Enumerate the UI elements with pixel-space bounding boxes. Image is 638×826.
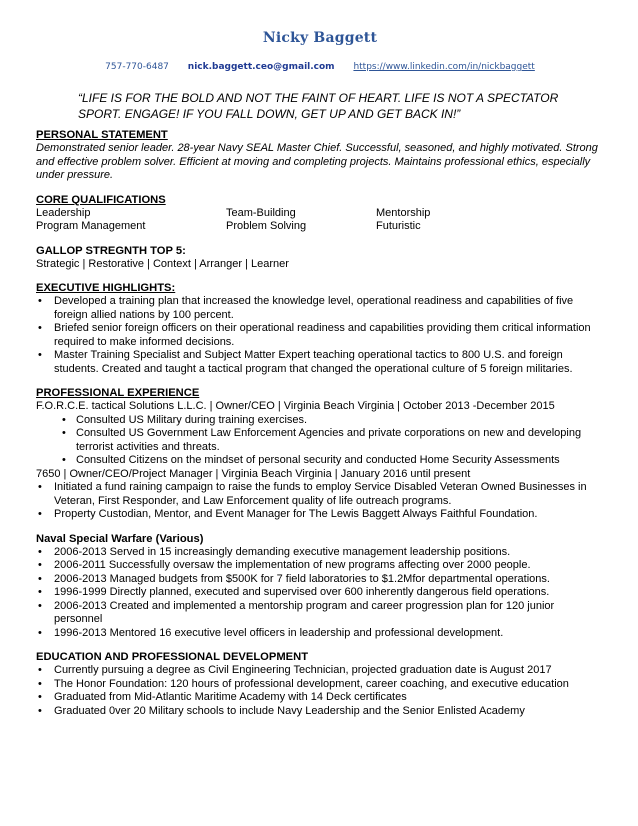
email-link[interactable]: nick.baggett.ceo@gmail.com (187, 62, 335, 72)
qualification-item: Futuristic (376, 220, 421, 232)
list-item: • Graduated from Mid-Atlantic Maritime Academy with 14 Deck certificates (36, 691, 604, 705)
second-duties-list (36, 481, 604, 522)
list-item: • 2006-2013 Managed budgets from $500K for 7 field laboratories to $1.2Mfor departmental operations. (36, 573, 604, 587)
company-line: F.O.R.C.E. tactical Solutions L.L.C. | Owner/CEO | Virginia Beach Virginia | October 2013 -December 2015 (36, 400, 555, 412)
education-section (36, 650, 604, 718)
section-heading: CORE QUALIFICATIONS (36, 193, 166, 206)
motto-quote: “LIFE IS FOR THE BOLD AND NOT THE FAINT OF HEART. LIFE IS NOT A SPECTATOR SPORT. ENGAGE! IF YOU FALL DOWN, GET UP AND GET BACK IN!” (78, 91, 559, 121)
section-heading: GALLOP STREGNTH TOP 5: (36, 244, 186, 257)
qualification-item: Mentorship (376, 206, 431, 219)
qualification-item: Problem Solving (226, 220, 307, 232)
resume-page (36, 30, 604, 728)
list-item: • Developed a training plan that increased the knowledge level, operational readiness and capabilities of five foreign allied nations by 100 percent. (36, 295, 604, 322)
list-item: • Initiated a fund raining campaign to raise the funds to employ Service Disabled Veteran Owned Businesses in Veteran, First Responder, and Law Enforcement quality of life outreach programs. (36, 481, 604, 508)
list-item: • 2006-2011 Successfully oversaw the implementation of new programs affecting over 2000 people. (36, 559, 604, 573)
list-item: • 2006-2013 Created and implemented a mentorship program and career progression plan for 120 junior personnel (36, 600, 604, 627)
personal-statement-section (36, 128, 604, 183)
qualifications-grid (36, 207, 604, 234)
list-item: • Graduated 0ver 20 Military schools to include Navy Leadership and the Senior Enlisted Academy (36, 705, 604, 719)
linkedin-link[interactable]: https://www.linkedin.com/in/nickbaggett (353, 62, 535, 72)
section-heading: EDUCATION AND PROFESSIONAL DEVELOPMENT (36, 651, 309, 663)
list-item: • 2006-2013 Served in 15 increasingly demanding executive management leadership positions. (36, 546, 604, 560)
list-item: • Consulted US Military during training exercises. (36, 414, 604, 428)
list-item: • Property Custodian, Mentor, and Event Manager for The Lewis Baggett Always Faithful Foundation. (36, 508, 604, 522)
section-heading: EXECUTIVE HIGHLIGHTS: (36, 282, 176, 294)
naval-list (36, 546, 604, 641)
core-qualifications-section (36, 193, 604, 234)
list-item: • Briefed senior foreign officers on their operational readiness and capabilities providing them critical information required to make informed decisions. (36, 322, 604, 349)
qualification-item: Program Management (36, 220, 146, 232)
personal-statement-text: Demonstrated senior leader. 28-year Navy SEAL Master Chief. Successful, seasoned, and highly motivated. Strong and effective problem solver. Efficient at moving and completing projects. Maintains professional ethics, especially under pressure. (36, 142, 598, 181)
highlights-list (36, 295, 604, 376)
section-heading: PROFESSIONAL EXPERIENCE (36, 387, 200, 399)
list-item: • Consulted Citizens on the mindset of personal security and conducted Home Security Assessments (36, 454, 604, 468)
company-duties-list (36, 414, 604, 468)
candidate-name: Nicky Baggett (262, 30, 378, 46)
qualification-item: Leadership (36, 206, 91, 219)
professional-experience-section (36, 386, 604, 522)
list-item: • Consulted US Government Law Enforcement Agencies and private corporations on new and developing terrorist activities and threats. (36, 427, 604, 454)
executive-highlights-section (36, 281, 604, 376)
naval-section (36, 532, 604, 641)
list-item: • Currently pursuing a degree as Civil Engineering Technician, projected graduation date is August 2017 (36, 664, 604, 678)
list-item: • 1996-2013 Mentored 16 executive level officers in leadership and professional development. (36, 627, 604, 641)
list-item: • Master Training Specialist and Subject Matter Expert teaching operational tactics to 800 U.S. and foreign students. Created and taught a tactical program that changed the operational culture of 5 foreign militaries. (36, 349, 604, 376)
gallop-strengths: Strategic | Restorative | Context | Arranger | Learner (36, 257, 289, 270)
section-heading: PERSONAL STATEMENT (36, 129, 168, 141)
list-item: • 1996-1999 Directly planned, executed and supervised over 600 inherently dangerous field operations. (36, 586, 604, 600)
education-list (36, 664, 604, 718)
phone-number: 757-770-6487 (105, 62, 169, 72)
gallop-section (36, 244, 604, 272)
section-heading: Naval Special Warfare (Various) (36, 532, 204, 545)
contact-line (36, 62, 604, 72)
company-line: 7650 | Owner/CEO/Project Manager | Virginia Beach Virginia | January 2016 until present (36, 467, 471, 480)
list-item: • The Honor Foundation: 120 hours of professional development, career coaching, and executive education (36, 678, 604, 692)
qualification-item: Team-Building (226, 206, 296, 219)
